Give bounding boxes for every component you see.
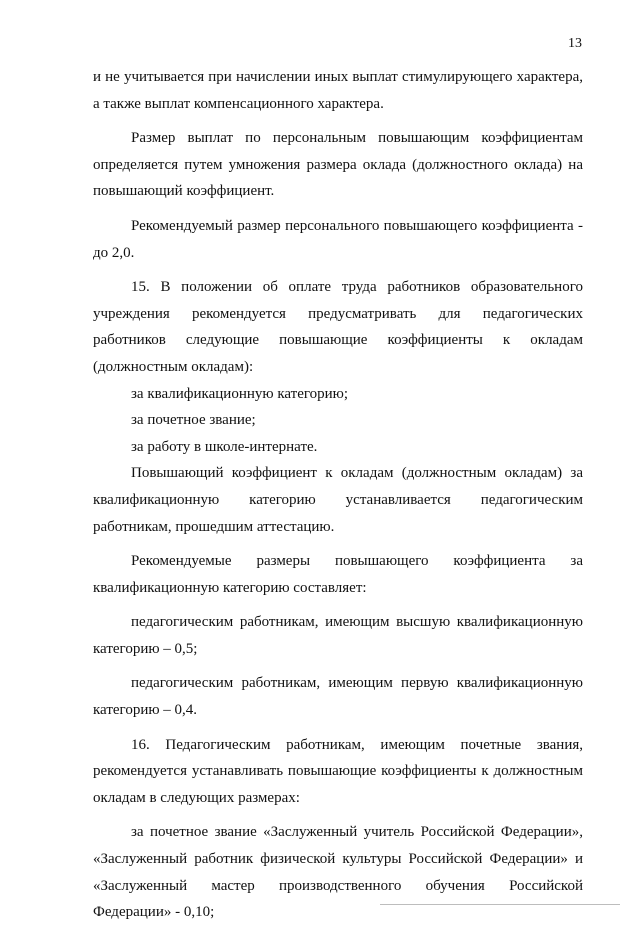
paragraph-recommended-sizes: Рекомендуемые размеры повышающего коэффициента за квалификационную категорию составляет: xyxy=(93,553,583,596)
paragraph-section-16: 16. Педагогическим работникам, имеющим почетные звания, рекомендуется устанавливать повышающие коэффициенты к должностным окладам в следующих размерах: xyxy=(93,736,583,806)
paragraph-payment-size: Размер выплат по персональным повышающим коэффициентам определяется путем умножения размера оклада (должностного оклада) на повышающий коэффициент. xyxy=(93,130,583,200)
paragraph-recommended-coefficient: Рекомендуемый размер персонального повышающего коэффициента - до 2,0. xyxy=(93,217,583,261)
list-item-boarding-school: за работу в школе-интернате. xyxy=(131,438,318,455)
paragraph-continuation: и не учитывается при начислении иных выплат стимулирующего характера, а также выплат компенсационного характера. xyxy=(93,69,583,112)
paragraph-highest-category: педагогическим работникам, имеющим высшую квалификационную категорию – 0,5; xyxy=(93,614,583,657)
paragraph-qualification-coefficient: Повышающий коэффициент к окладам (должностным окладам) за квалификационную категорию устанавливается педагогическим работникам, прошедшим аттестацию. xyxy=(93,465,583,535)
list-item-honorary-title: за почетное звание; xyxy=(131,412,256,429)
paragraph-first-category: педагогическим работникам, имеющим первую квалификационную категорию – 0,4. xyxy=(93,675,583,719)
document-body xyxy=(93,64,583,926)
page-number: 13 xyxy=(568,36,582,51)
paragraph-honorary-titles: за почетное звание «Заслуженный учитель Российской Федерации», «Заслуженный работник физической культуры Российской Федерации» и «Заслуженный мастер производственного обучения Российской Федерации» - 0,10; xyxy=(93,824,583,921)
list-item-qualification-category: за квалификационную категорию; xyxy=(131,385,349,402)
paragraph-section-15: 15. В положении об оплате труда работников образовательного учреждения рекомендуется предусматривать для педагогических работников следующие повышающие коэффициенты к окладам (должностным окладам): xyxy=(93,279,583,375)
